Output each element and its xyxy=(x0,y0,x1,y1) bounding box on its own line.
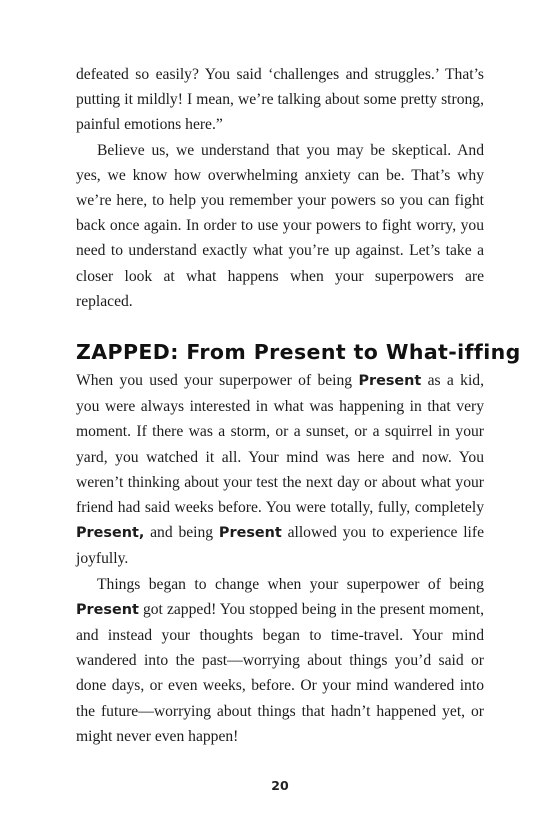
text-run: When you used your superpower of being xyxy=(76,372,359,390)
text-run: allowed you to experience life joyfully. xyxy=(76,524,484,568)
body-paragraph xyxy=(76,368,484,572)
text-run: and being xyxy=(144,524,219,542)
text-run: as a kid, you were always interested in what was happening in that very moment. If there was a storm, or a sunset, or a squirrel in your yard, you watched it all. Your mind was here and now. You weren’t thinking about your test the next day or about what your friend had said weeks before. You were totally, fully, completely xyxy=(76,372,484,517)
emphasis-term: Present, xyxy=(76,525,145,542)
emphasis-term: Present xyxy=(76,601,139,618)
text-run: Things began to change when your superpower of being xyxy=(97,575,484,593)
page-number: 20 xyxy=(271,778,289,793)
body-paragraph: defeated so easily? You said ‘challenges and struggles.’ That’s putting it mildly! I mean, we’re talking about some pretty strong, painful emotions here.” xyxy=(76,66,484,134)
page-content xyxy=(76,62,521,749)
body-paragraph xyxy=(76,572,484,749)
text-run: got zapped! You stopped being in the present moment, and instead your thoughts began to time-travel. Your mind wandered into the past—worrying about things you’d said or done days, or even weeks, before. Or your mind wandered into the future—worrying about things that hadn’t happened yet, or might never even happen! xyxy=(76,600,484,745)
emphasis-term: Present xyxy=(358,373,422,390)
body-paragraph: Believe us, we understand that you may be skeptical. And yes, we know how overwhelming anxiety can be. That’s why we’re here, to help you remember your powers so you can fight back once again. In order to use your powers to fight worry, you need to understand exactly what you’re up against. Let’s take a closer look at what happens when your superpowers are replaced. xyxy=(76,141,484,310)
section-heading: ZAPPED: From Present to What-iffing xyxy=(76,340,521,365)
emphasis-term: Present xyxy=(218,525,282,542)
